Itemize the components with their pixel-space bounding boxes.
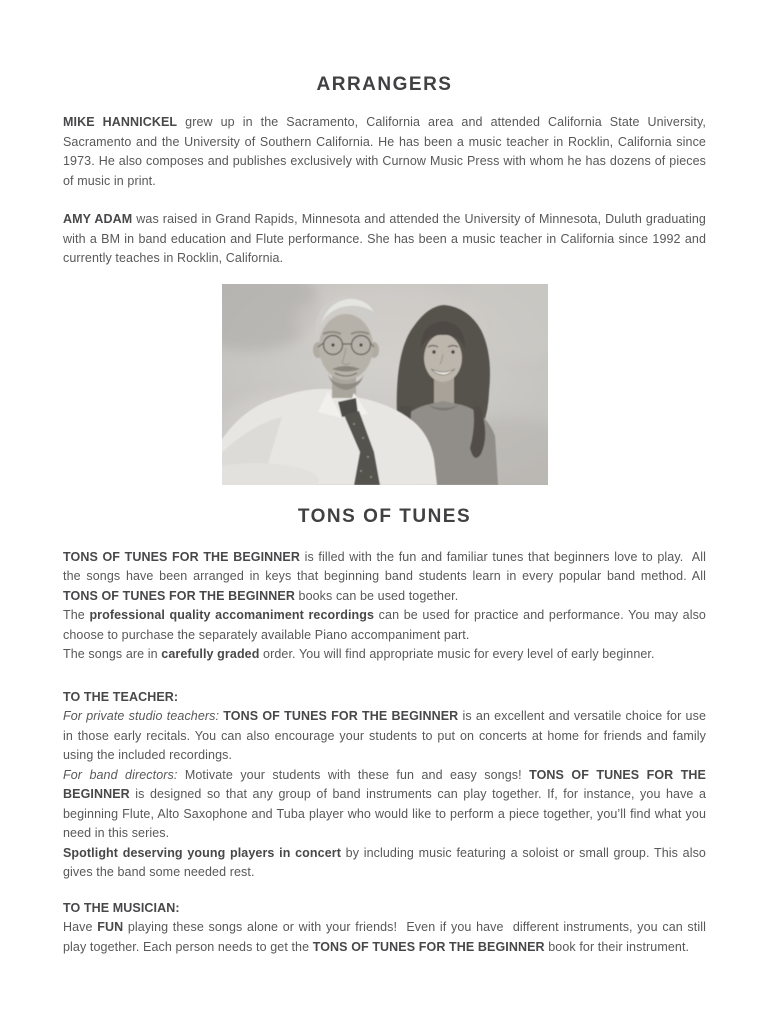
- tons-intro-3: The songs are in carefully graded order. You will find appropriate music for every level of early beginner.: [63, 647, 655, 661]
- teacher-paragraph-private-studio: For private studio teachers: TONS OF TUNES FOR THE BEGINNER is an excellent and versatile choice for use in those early recitals. You can also encourage your students to put on concerts at home for friends and family using the included recordings.: [63, 709, 707, 762]
- musician-paragraph: Have FUN playing these songs alone or with your friends! Even if you have different instruments, you can still play together. Each person needs to get the TONS OF TUNES FOR THE BEGINNER book for their instrument.: [63, 920, 706, 954]
- to-the-musician-heading: TO THE MUSICIAN:: [63, 900, 180, 915]
- arranger-bio-mike: MIKE HANNICKEL grew up in the Sacramento, California area and attended California State University, Sacramento and the University of Southern California. He has been a music teacher in Rocklin, California since 1973. He also composes and publishes exclusively with Curnow Music Press with whom he has dozens of pieces of music in print.: [63, 115, 706, 188]
- teacher-paragraph-spotlight: Spotlight deserving young players in concert by including music featuring a soloist or small group. This also gives the band some needed rest.: [63, 845, 706, 879]
- arrangers-photo: [222, 284, 548, 485]
- arranger-bio-amy: AMY ADAM was raised in Grand Rapids, Minnesota and attended the University of Minnesota, Duluth graduating with a BM in band education and Flute performance. She has been a music teacher in California since 1992 and currently teaches in Rocklin, California.: [63, 212, 706, 265]
- tons-of-tunes-title: TONS OF TUNES: [297, 505, 472, 527]
- arrangers-title: ARRANGERS: [316, 74, 453, 95]
- teacher-paragraph-band-directors: For band directors: Motivate your students with these fun and easy songs! TONS OF TUNES FOR THE BEGINNER is designed so that any group of band instruments can play together. If, for instance, you have a beginning Flute, Alto Saxophone and Tuba player who would like to perform a piece together, you’ll find what you need in this series.: [63, 767, 706, 840]
- tons-intro-2: The professional quality accomaniment recordings can be used for practice and performance. You may also choose to purchase the separately available Piano accompaniment part.: [63, 608, 706, 642]
- tons-intro-1: TONS OF TUNES FOR THE BEGINNER is filled with the fun and familiar tunes that beginners love to play. All the songs have been arranged in keys that beginning band students learn in every popular band method. All TONS OF TUNES FOR THE BEGINNER books can be used together.: [63, 549, 706, 603]
- photo-row: [63, 284, 706, 485]
- to-the-teacher-heading: TO THE TEACHER:: [63, 689, 179, 704]
